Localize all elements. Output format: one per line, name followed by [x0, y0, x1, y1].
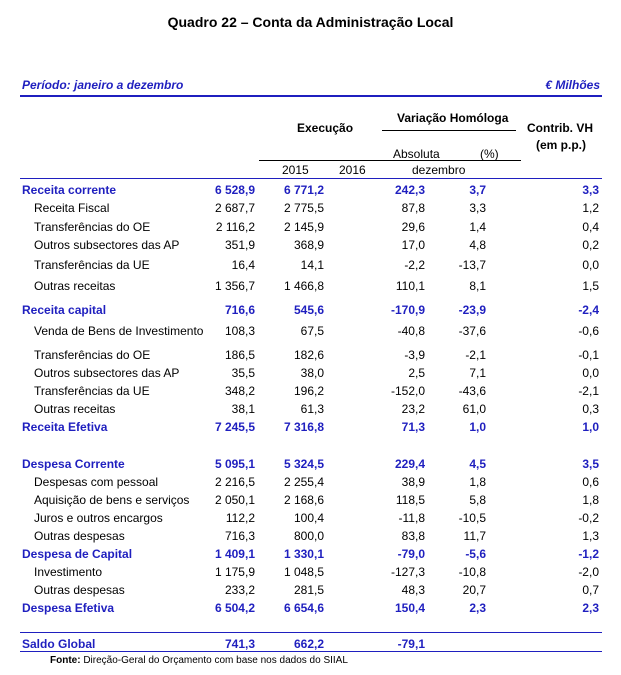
- cell-2016: 1 048,5: [283, 565, 324, 579]
- row-label: Despesas com pessoal: [34, 475, 159, 489]
- cell-pct: -23,9: [458, 303, 486, 317]
- cell-absoluta: -170,9: [390, 303, 425, 317]
- table-row: [0, 382, 621, 400]
- cell-2016: 6 654,6: [283, 601, 324, 615]
- table-row: [0, 236, 621, 254]
- cell-2015: 2 687,7: [214, 201, 255, 215]
- cell-contrib: 1,5: [582, 279, 599, 293]
- header-2016: 2016: [339, 163, 366, 177]
- cell-contrib: 0,3: [582, 402, 599, 416]
- row-label: Despesa Corrente: [22, 457, 125, 471]
- variacao-underline: [382, 130, 516, 131]
- cell-absoluta: 87,8: [401, 201, 425, 215]
- header-variacao: Variação Homóloga: [397, 111, 509, 125]
- cell-2016: 100,4: [293, 511, 324, 525]
- cell-contrib: 3,5: [582, 457, 599, 471]
- cell-2016: 14,1: [300, 258, 324, 272]
- cell-absoluta: 29,6: [401, 220, 425, 234]
- cell-absoluta: -79,0: [397, 547, 425, 561]
- cell-contrib: 0,0: [582, 258, 599, 272]
- row-label: Outras receitas: [34, 279, 116, 293]
- cell-contrib: 1,0: [582, 420, 599, 434]
- cell-contrib: -0,6: [578, 324, 599, 338]
- cell-2016: 2 255,4: [283, 475, 324, 489]
- source-text: Direção-Geral do Orçamento com base nos dados do SIIAL: [83, 655, 348, 666]
- cell-2015: 233,2: [224, 583, 255, 597]
- cell-pct: 2,3: [469, 601, 486, 615]
- table-row: [0, 346, 621, 364]
- cell-absoluta: 17,0: [401, 238, 425, 252]
- row-label: Transferências da UE: [34, 258, 150, 272]
- row-label: Investimento: [34, 565, 103, 579]
- cell-pct: -13,7: [458, 258, 486, 272]
- cell-absoluta: -152,0: [390, 384, 425, 398]
- cell-contrib: -2,4: [578, 303, 599, 317]
- cell-absoluta: -2,2: [404, 258, 425, 272]
- cell-pct: 61,0: [462, 402, 486, 416]
- row-label: Outras despesas: [34, 583, 125, 597]
- period-label: Período: janeiro a dezembro: [22, 78, 184, 92]
- cell-pct: 4,8: [469, 238, 486, 252]
- cell-absoluta: 23,2: [401, 402, 425, 416]
- cell-contrib: 3,3: [582, 183, 599, 197]
- cell-2016: 1 466,8: [283, 279, 324, 293]
- cell-absoluta: 229,4: [394, 457, 425, 471]
- cell-pct: 1,8: [469, 475, 486, 489]
- saldo-top-rule: [20, 632, 602, 633]
- cell-2015: 2 050,1: [214, 493, 255, 507]
- table-row: [0, 563, 621, 581]
- row-label: Outras despesas: [34, 529, 125, 543]
- cell-pct: -43,6: [458, 384, 486, 398]
- cell-contrib: -2,1: [578, 384, 599, 398]
- cell-absoluta: 150,4: [394, 601, 425, 615]
- header-dezembro: dezembro: [412, 163, 466, 177]
- cell-2015: 1 356,7: [214, 279, 255, 293]
- table-row: [0, 199, 621, 217]
- source-note: [50, 655, 348, 666]
- table-row: [0, 473, 621, 491]
- table-row: [0, 455, 621, 473]
- header-contrib-1: Contrib. VH: [527, 121, 593, 135]
- cell-2015: 108,3: [224, 324, 255, 338]
- row-label: Receita Efetiva: [22, 420, 108, 434]
- cell-absoluta: 71,3: [401, 420, 425, 434]
- cell-absoluta: -79,1: [397, 637, 425, 651]
- subheader-rule: [259, 160, 521, 161]
- table-title: Quadro 22 – Conta da Administração Local: [167, 14, 454, 30]
- cell-contrib: 0,2: [582, 238, 599, 252]
- table-row: [0, 256, 621, 274]
- header-2015: 2015: [282, 163, 309, 177]
- row-label: Transferências da UE: [34, 384, 150, 398]
- cell-2015: 5 095,1: [214, 457, 255, 471]
- cell-pct: 7,1: [469, 366, 486, 380]
- cell-2015: 186,5: [224, 348, 255, 362]
- cell-2016: 2 168,6: [283, 493, 324, 507]
- cell-absoluta: -40,8: [397, 324, 425, 338]
- cell-2015: 1 409,1: [214, 547, 255, 561]
- cell-contrib: 0,6: [582, 475, 599, 489]
- cell-absoluta: 242,3: [394, 183, 425, 197]
- cell-absoluta: 110,1: [395, 279, 425, 293]
- row-label: Juros e outros encargos: [34, 511, 163, 525]
- table-row: [0, 545, 621, 563]
- cell-pct: -10,8: [458, 565, 486, 579]
- cell-pct: 1,0: [469, 420, 486, 434]
- header-absoluta: Absoluta: [393, 147, 440, 161]
- row-label: Receita Fiscal: [34, 201, 110, 215]
- cell-absoluta: 2,5: [408, 366, 425, 380]
- row-label: Transferências do OE: [34, 348, 151, 362]
- cell-2016: 2 775,5: [283, 201, 324, 215]
- cell-pct: 3,7: [469, 183, 486, 197]
- table-row: [0, 599, 621, 617]
- cell-2016: 67,5: [300, 324, 324, 338]
- cell-2016: 38,0: [300, 366, 324, 380]
- cell-contrib: -2,0: [578, 565, 599, 579]
- table-row: [0, 418, 621, 436]
- cell-2015: 2 116,2: [215, 220, 255, 234]
- table-row: [0, 218, 621, 236]
- cell-2015: 7 245,5: [214, 420, 255, 434]
- source-label: Fonte:: [50, 655, 81, 666]
- cell-2016: 2 145,9: [283, 220, 324, 234]
- cell-contrib: 1,2: [582, 201, 599, 215]
- header-contrib-2: (em p.p.): [536, 138, 586, 152]
- table-row: [0, 509, 621, 527]
- table-row: [0, 581, 621, 599]
- table-row: [0, 181, 621, 199]
- cell-2016: 182,6: [293, 348, 324, 362]
- cell-contrib: -1,2: [578, 547, 599, 561]
- cell-2016: 7 316,8: [283, 420, 324, 434]
- cell-2015: 351,9: [224, 238, 255, 252]
- table-row: [0, 301, 621, 319]
- cell-2016: 281,5: [293, 583, 324, 597]
- table-row: [0, 527, 621, 545]
- cell-pct: 20,7: [462, 583, 486, 597]
- cell-2016: 368,9: [293, 238, 324, 252]
- cell-pct: 8,1: [469, 279, 486, 293]
- cell-2016: 196,2: [293, 384, 324, 398]
- row-label: Saldo Global: [22, 637, 96, 651]
- cell-pct: -10,5: [458, 511, 486, 525]
- row-label: Despesa Efetiva: [22, 601, 115, 615]
- cell-2015: 741,3: [224, 637, 255, 651]
- cell-contrib: -0,1: [578, 348, 599, 362]
- cell-2015: 38,1: [231, 402, 255, 416]
- cell-pct: -2,1: [465, 348, 486, 362]
- row-label: Aquisição de bens e serviços: [34, 493, 190, 507]
- row-label: Receita corrente: [22, 183, 117, 197]
- header-pct: (%): [480, 147, 499, 161]
- cell-2016: 545,6: [293, 303, 324, 317]
- cell-absoluta: -11,8: [398, 511, 425, 525]
- table-row: [0, 364, 621, 382]
- cell-pct: 5,8: [469, 493, 486, 507]
- cell-2015: 716,3: [224, 529, 255, 543]
- cell-2015: 16,4: [231, 258, 255, 272]
- cell-contrib: 1,8: [582, 493, 599, 507]
- cell-absoluta: 48,3: [401, 583, 425, 597]
- unit-label: € Milhões: [545, 78, 600, 92]
- cell-2015: 716,6: [224, 303, 255, 317]
- cell-2015: 35,5: [231, 366, 255, 380]
- row-label: Venda de Bens de Investimento: [34, 324, 204, 338]
- cell-2016: 6 771,2: [283, 183, 324, 197]
- cell-contrib: 1,3: [582, 529, 599, 543]
- cell-2016: 1 330,1: [283, 547, 324, 561]
- cell-pct: -37,6: [458, 324, 486, 338]
- cell-absoluta: -127,3: [390, 565, 425, 579]
- cell-contrib: 0,0: [582, 366, 599, 380]
- table-row: [0, 277, 621, 295]
- cell-absoluta: 83,8: [401, 529, 425, 543]
- cell-2016: 662,2: [293, 637, 324, 651]
- cell-contrib: -0,2: [578, 511, 599, 525]
- header-execucao: Execução: [297, 121, 354, 135]
- cell-2016: 800,0: [293, 529, 324, 543]
- saldo-bottom-rule: [20, 651, 602, 652]
- cell-2015: 6 504,2: [214, 601, 255, 615]
- cell-pct: 3,3: [469, 201, 486, 215]
- table-row: [0, 322, 621, 340]
- cell-2015: 112,2: [225, 511, 255, 525]
- cell-absoluta: 38,9: [401, 475, 425, 489]
- cell-absoluta: -3,9: [404, 348, 425, 362]
- header-bottom-rule: [20, 178, 602, 179]
- cell-2015: 6 528,9: [214, 183, 255, 197]
- cell-pct: 1,4: [469, 220, 486, 234]
- cell-pct: -5,6: [465, 547, 486, 561]
- top-rule: [20, 95, 602, 97]
- table-row: [0, 400, 621, 418]
- row-label: Transferências do OE: [34, 220, 151, 234]
- table-row: [0, 491, 621, 509]
- row-label: Outros subsectores das AP: [34, 238, 180, 252]
- cell-pct: 11,7: [463, 529, 486, 543]
- row-label: Outras receitas: [34, 402, 116, 416]
- row-label: Receita capital: [22, 303, 107, 317]
- cell-contrib: 0,4: [582, 220, 599, 234]
- cell-2016: 5 324,5: [283, 457, 324, 471]
- row-label: Outros subsectores das AP: [34, 366, 180, 380]
- cell-contrib: 2,3: [582, 601, 599, 615]
- cell-2015: 348,2: [224, 384, 255, 398]
- cell-2016: 61,3: [300, 402, 324, 416]
- cell-2015: 1 175,9: [214, 565, 255, 579]
- cell-pct: 4,5: [469, 457, 486, 471]
- row-label: Despesa de Capital: [22, 547, 133, 561]
- cell-absoluta: 118,5: [395, 493, 425, 507]
- cell-contrib: 0,7: [582, 583, 599, 597]
- cell-2015: 2 216,5: [214, 475, 255, 489]
